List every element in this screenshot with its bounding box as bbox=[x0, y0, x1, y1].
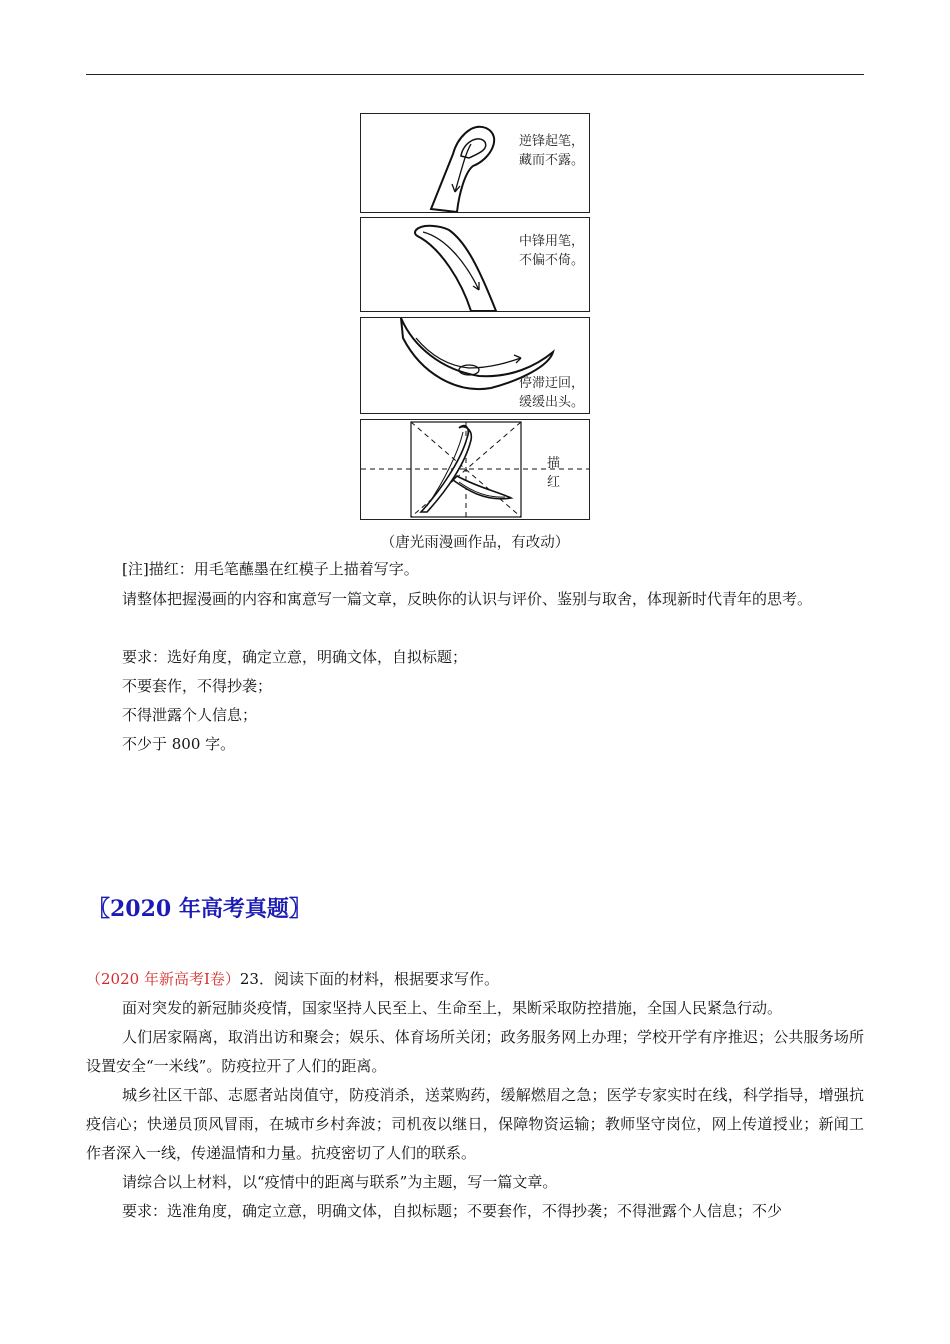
prompt-paragraph: 请整体把握漫画的内容和寓意写一篇文章，反映你的认识与评价、鉴别与取舍，体现新时代青年的思考。 bbox=[122, 590, 813, 608]
panel3-label bbox=[519, 374, 584, 412]
panel-center-stroke bbox=[360, 217, 590, 312]
panel-pause-stroke bbox=[360, 317, 590, 414]
requirement-4: 不少于 800 字。 bbox=[122, 735, 236, 753]
section-heading: 〖2020 年高考真题〗 bbox=[88, 896, 311, 922]
header-rule bbox=[86, 74, 864, 75]
requirement-1: 要求：选好角度，确定立意，明确文体，自拟标题； bbox=[122, 648, 468, 666]
panel2-label-line2: 不偏不倚。 bbox=[519, 253, 585, 268]
figure-caption: （唐光雨漫画作品，有改动） bbox=[380, 535, 570, 551]
panel-reverse-stroke bbox=[360, 113, 590, 213]
panel3-label-line1: 停滞迂回， bbox=[519, 376, 585, 391]
panel1-label bbox=[519, 132, 584, 170]
requirement-2: 不要套作，不得抄袭； bbox=[122, 677, 273, 695]
question-line bbox=[86, 965, 864, 994]
panel2-label bbox=[519, 232, 584, 270]
material-paragraph-3: 城乡社区干部、志愿者站岗值守，防疫消杀，送菜购药，缓解燃眉之急；医学专家实时在线，科学指导，增强抗疫信心；快递员顶风冒雨，在城市乡村奔波；司机夜以继日，保障物资运输；教师坚守岗位，网上传道授业；新闻工作者深入一线，传递温情和力量。抗疫密切了人们的联系。 bbox=[86, 1086, 864, 1162]
panel3-label-line2: 缓缓出头。 bbox=[519, 395, 585, 410]
cartoon-figure bbox=[360, 113, 590, 521]
panel4-label bbox=[547, 454, 560, 492]
question-text: 23．阅读下面的材料，根据要求写作。 bbox=[239, 970, 499, 988]
panel1-label-line2: 藏而不露。 bbox=[519, 153, 585, 168]
material-paragraph-4: 请综合以上材料，以“疫情中的距离与联系”为主题，写一篇文章。 bbox=[122, 1173, 558, 1191]
panel1-label-line1: 逆锋起笔， bbox=[519, 134, 585, 149]
panel2-label-line1: 中锋用笔， bbox=[519, 234, 585, 249]
material-paragraph-5: 要求：选准角度，确定立意，明确文体，自拟标题；不要套作，不得抄袭；不得泄露个人信息；不少 bbox=[122, 1202, 783, 1220]
material-paragraph-1: 面对突发的新冠肺炎疫情，国家坚持人民至上、生命至上，果断采取防控措施，全国人民紧急行动。 bbox=[122, 999, 783, 1017]
note-paragraph: [注]描红：用毛笔蘸墨在红模子上描着写字。 bbox=[122, 560, 419, 578]
panel4-label-line2: 红 bbox=[547, 475, 561, 490]
material-paragraph-2: 人们居家隔离，取消出访和聚会；娱乐、体育场所关闭；政务服务网上办理；学校开学有序推迟；公共服务场所设置安全“一米线”。防疫拉开了人们的距离。 bbox=[86, 1028, 864, 1075]
panel-tracing bbox=[360, 419, 590, 520]
requirement-3: 不得泄露个人信息； bbox=[122, 706, 258, 724]
question-source: （2020 年新高考Ⅰ卷） bbox=[86, 970, 240, 988]
panel4-label-line1: 描 bbox=[547, 456, 561, 471]
